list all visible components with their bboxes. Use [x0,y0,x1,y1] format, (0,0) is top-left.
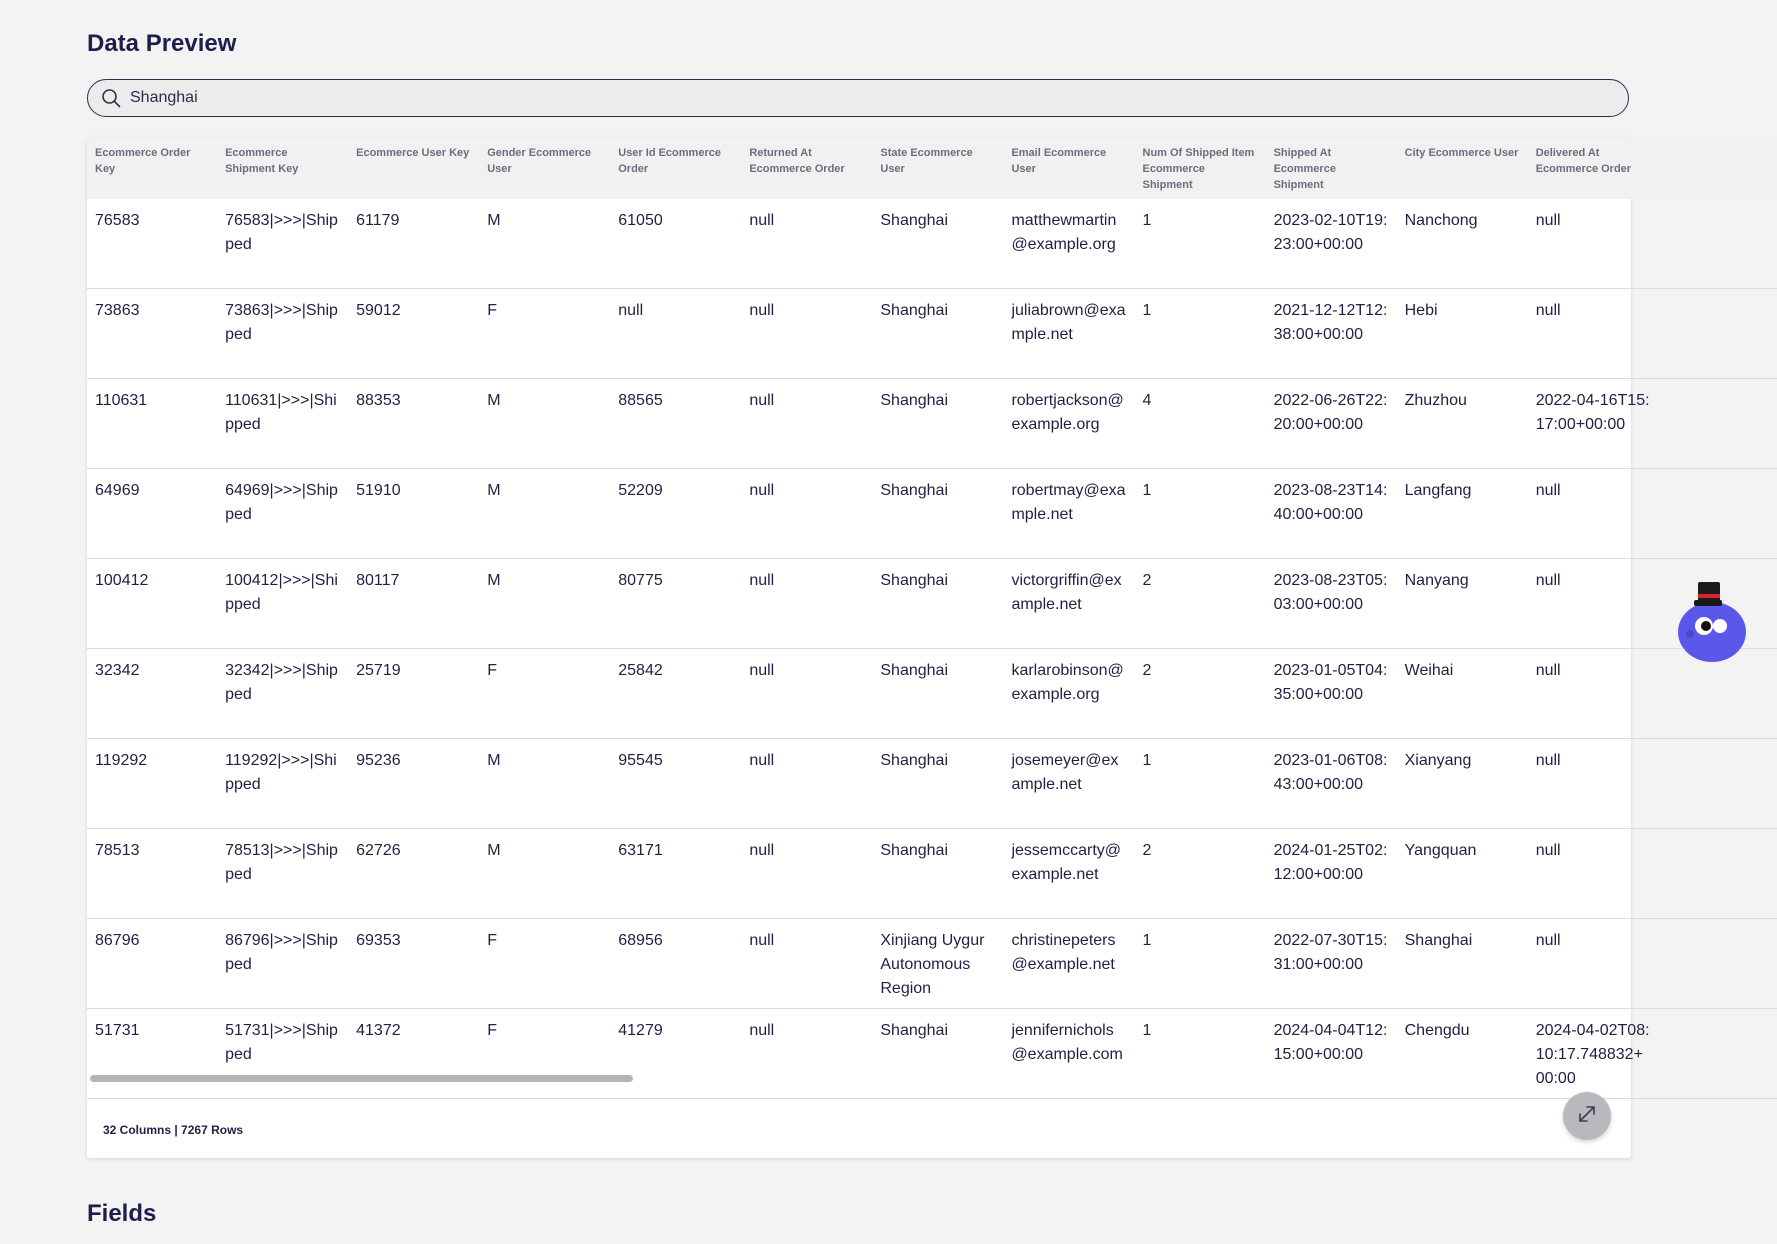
table-cell: null [741,829,872,919]
table-cell-spacer [1659,379,1777,469]
table-cell: 2 [1135,559,1266,649]
table-cell: 110631 [87,379,217,469]
table-cell: Shanghai [1397,919,1528,1009]
table-cell: null [1528,739,1659,829]
table-cell: Nanchong [1397,199,1528,289]
table-cell: null [1528,649,1659,739]
table-cell: null [1528,469,1659,559]
horizontal-scrollbar[interactable] [90,1075,633,1082]
table-cell: 2024-01-25T02:12:00+00:00 [1266,829,1397,919]
table-cell: 4 [1135,379,1266,469]
table-cell: 78513 [87,829,217,919]
table-cell: M [479,199,610,289]
table-cell: M [479,379,610,469]
table-row[interactable] [87,919,1777,1009]
table-cell: 2 [1135,829,1266,919]
table-cell: 1 [1135,289,1266,379]
table-cell: null [741,739,872,829]
table-cell: null [741,649,872,739]
table-cell: Yangquan [1397,829,1528,919]
table-cell-spacer [1659,829,1777,919]
table-cell: Langfang [1397,469,1528,559]
table-cell: Xianyang [1397,739,1528,829]
column-header[interactable]: Shipped At Ecommerce Shipment [1266,137,1397,199]
table-cell: karlarobinson@example.org [1003,649,1134,739]
table-cell: Nanyang [1397,559,1528,649]
table-cell: 100412 [87,559,217,649]
table-cell: 110631|>>>|Shipped [217,379,348,469]
table-cell: Shanghai [872,379,1003,469]
table-cell: 86796 [87,919,217,1009]
column-header[interactable]: Num Of Shipped Item Ecommerce Shipment [1135,137,1266,199]
table-cell: 32342 [87,649,217,739]
table-cell: 51731 [87,1009,217,1099]
table-cell: 80117 [348,559,479,649]
table-cell: 1 [1135,199,1266,289]
table-cell: 2023-08-23T14:40:00+00:00 [1266,469,1397,559]
table-cell: F [479,1009,610,1099]
table-cell: 25719 [348,649,479,739]
table-cell: Zhuzhou [1397,379,1528,469]
table-cell: 63171 [610,829,741,919]
table-cell: 41372 [348,1009,479,1099]
table-cell: 2024-04-02T08:10:17.748832+00:00 [1528,1009,1659,1099]
table-cell: 61050 [610,199,741,289]
table-cell: 51731|>>>|Shipped [217,1009,348,1099]
table-cell: Shanghai [872,739,1003,829]
table-cell: Shanghai [872,1009,1003,1099]
table-row[interactable] [87,649,1777,739]
table-row[interactable] [87,829,1777,919]
table-cell: 32342|>>>|Shipped [217,649,348,739]
search-bar[interactable] [87,79,1629,117]
table-cell: M [479,739,610,829]
table-cell: 76583|>>>|Shipped [217,199,348,289]
table-cell: 2022-06-26T22:20:00+00:00 [1266,379,1397,469]
table-cell: 2023-08-23T05:03:00+00:00 [1266,559,1397,649]
table-cell: juliabrown@example.net [1003,289,1134,379]
table-cell: M [479,559,610,649]
table-cell: 95545 [610,739,741,829]
mascot-assistant-icon[interactable] [1676,568,1718,664]
table-cell: Shanghai [872,649,1003,739]
table-row[interactable] [87,379,1777,469]
column-header[interactable]: Delivered At Ecommerce Order [1528,137,1659,199]
table-cell: F [479,289,610,379]
table-cell: Weihai [1397,649,1528,739]
data-table [87,137,1777,1099]
table-cell: Shanghai [872,469,1003,559]
expand-button[interactable] [1563,1092,1611,1140]
table-cell: 73863 [87,289,217,379]
table-cell: F [479,919,610,1009]
table-cell: robertjackson@example.org [1003,379,1134,469]
table-cell: 2023-02-10T19:23:00+00:00 [1266,199,1397,289]
table-cell: Xinjiang Uygur Autonomous Region [872,919,1003,1009]
table-cell: jessemccarty@example.net [1003,829,1134,919]
search-input[interactable] [130,89,1530,107]
table-row[interactable] [87,739,1777,829]
table-cell: Shanghai [872,829,1003,919]
table-row[interactable] [87,469,1777,559]
table-cell: 64969|>>>|Shipped [217,469,348,559]
table-cell-spacer [1659,919,1777,1009]
table-cell: 1 [1135,1009,1266,1099]
table-cell: 25842 [610,649,741,739]
column-header[interactable]: Ecommerce Shipment Key [217,137,348,199]
column-header[interactable]: Gender Ecommerce User [479,137,610,199]
table-cell: 119292|>>>|Shipped [217,739,348,829]
table-cell: Hebi [1397,289,1528,379]
table-cell: 51910 [348,469,479,559]
table-cell: Chengdu [1397,1009,1528,1099]
column-header[interactable]: Ecommerce User Key [348,137,479,199]
table-cell: 64969 [87,469,217,559]
table-scroll-area[interactable] [87,137,1650,1087]
table-cell: 100412|>>>|Shipped [217,559,348,649]
table-header-row [87,137,1777,199]
table-cell: 62726 [348,829,479,919]
table-cell: null [741,919,872,1009]
table-cell: null [741,289,872,379]
table-cell: 95236 [348,739,479,829]
table-cell: jennifernichols@example.com [1003,1009,1134,1099]
column-header[interactable]: User Id Ecommerce Order [610,137,741,199]
table-cell: 2023-01-06T08:43:00+00:00 [1266,739,1397,829]
table-cell: 1 [1135,739,1266,829]
table-cell: null [741,1009,872,1099]
table-cell: 2024-04-04T12:15:00+00:00 [1266,1009,1397,1099]
table-cell: 80775 [610,559,741,649]
table-cell: null [1528,919,1659,1009]
page-title: Data Preview [87,30,237,57]
data-preview-card [87,137,1650,1158]
column-header-spacer [1659,137,1777,199]
column-header[interactable]: Email Ecommerce User [1003,137,1134,199]
table-cell-spacer [1659,739,1777,829]
table-cell: null [1528,559,1659,649]
table-cell: 2022-04-16T15:17:00+00:00 [1528,379,1659,469]
table-cell: 73863|>>>|Shipped [217,289,348,379]
table-cell: 59012 [348,289,479,379]
table-cell: null [741,199,872,289]
table-cell: null [741,469,872,559]
column-header[interactable]: City Ecommerce User [1397,137,1528,199]
table-cell: 119292 [87,739,217,829]
table-cell: null [1528,199,1659,289]
table-row[interactable] [87,199,1777,289]
table-cell: 52209 [610,469,741,559]
table-cell: 76583 [87,199,217,289]
table-cell: josemeyer@example.net [1003,739,1134,829]
table-cell: 2021-12-12T12:38:00+00:00 [1266,289,1397,379]
table-cell: victorgriffin@example.net [1003,559,1134,649]
table-cell: null [741,559,872,649]
table-cell: 86796|>>>|Shipped [217,919,348,1009]
table-cell: 69353 [348,919,479,1009]
expand-icon [1576,1103,1598,1130]
table-cell-spacer [1659,469,1777,559]
table-cell: 2 [1135,649,1266,739]
table-cell: null [1528,289,1659,379]
table-cell: christinepeters@example.net [1003,919,1134,1009]
table-cell: M [479,469,610,559]
table-cell: null [741,379,872,469]
table-cell: Shanghai [872,199,1003,289]
table-cell: 61179 [348,199,479,289]
table-row[interactable] [87,289,1777,379]
table-summary: 32 Columns | 7267 Rows [103,1123,244,1137]
table-cell: robertmay@example.net [1003,469,1134,559]
search-icon [100,87,122,109]
table-cell: 68956 [610,919,741,1009]
table-cell-spacer [1659,1009,1777,1099]
table-cell: Shanghai [872,289,1003,379]
table-cell: F [479,649,610,739]
table-row[interactable] [87,559,1777,649]
table-cell: Shanghai [872,559,1003,649]
table-cell: 88565 [610,379,741,469]
table-cell: 1 [1135,919,1266,1009]
table-row[interactable] [87,1009,1777,1099]
column-header[interactable]: State Ecommerce User [872,137,1003,199]
table-cell: 2023-01-05T04:35:00+00:00 [1266,649,1397,739]
fields-section-title: Fields [87,1200,157,1227]
column-header[interactable]: Ecommerce Order Key [87,137,217,199]
table-cell: 1 [1135,469,1266,559]
table-cell: 88353 [348,379,479,469]
table-cell: 78513|>>>|Shipped [217,829,348,919]
table-cell: null [610,289,741,379]
table-cell: matthewmartin@example.org [1003,199,1134,289]
table-cell-spacer [1659,289,1777,379]
table-cell-spacer [1659,199,1777,289]
table-cell: 2022-07-30T15:31:00+00:00 [1266,919,1397,1009]
table-cell: 41279 [610,1009,741,1099]
column-header[interactable]: Returned At Ecommerce Order [741,137,872,199]
table-cell: null [1528,829,1659,919]
table-cell: M [479,829,610,919]
